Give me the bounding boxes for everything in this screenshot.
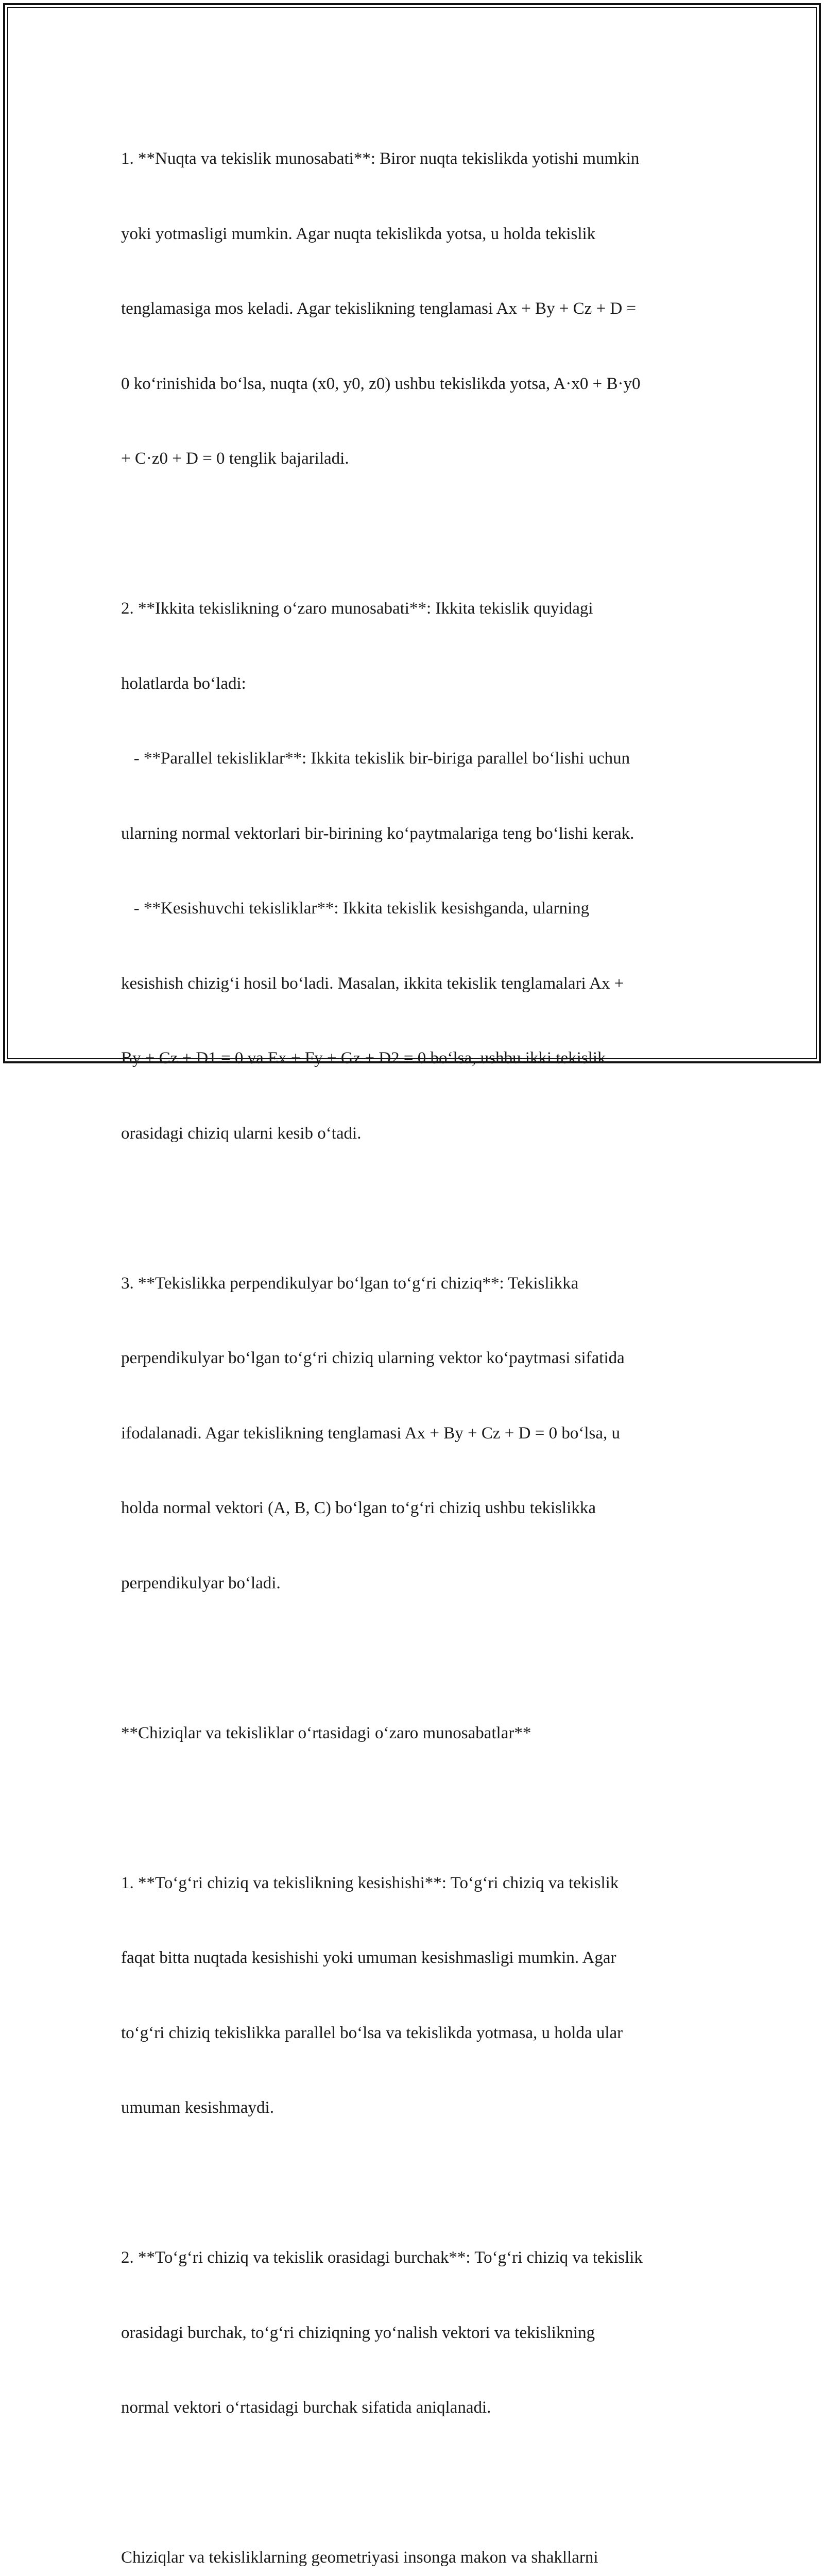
text-line: 0 ko‘rinishida bo‘lsa, nuqta (x0, y0, z0) ushbu tekislikda yotsa, A·x0 + B·y0 [121,374,641,393]
text-line: 2. **Ikkita tekislikning o‘zaro munosabati**: Ikkita tekislik quyidagi [121,599,593,618]
section-heading [121,1671,713,1796]
paragraph-point-plane [121,96,713,521]
text-line: Chiziqlar va tekisliklarning geometriyasi insonga makon va shakllarni [121,2548,598,2567]
text-line: ularning normal vektorlari bir-birining ko‘paytmalariga teng bo‘lishi kerak. [121,824,634,843]
text-line: normal vektori o‘rtasidagi burchak sifatida aniqlanadi. [121,2398,491,2417]
text-line: holatlarda bo‘ladi: [121,674,246,693]
text-line: holda normal vektori (A, B, C) bo‘lgan to‘g‘ri chiziq ushbu tekislikka [121,1499,596,1517]
text-line: faqat bitta nuqtada kesishishi yoki umuman kesishmasligi mumkin. Agar [121,1948,616,1967]
text-line: tenglamasiga mos keladi. Agar tekislikning tenglamasi Ax + By + Cz + D = [121,299,637,318]
text-line: + C·z0 + D = 0 tenglik bajariladi. [121,449,349,468]
text-line: 2. **To‘g‘ri chiziq va tekislik orasidagi burchak**: To‘g‘ri chiziq va tekislik [121,2248,643,2267]
text-line: yoki yotmasligi mumkin. Agar nuqta tekislikda yotsa, u holda tekislik [121,224,596,243]
text-line: By + Cz + D1 = 0 va Ex + Fy + Gz + D2 = 0 bo‘lsa, ushbu ikki tekislik [121,1049,606,1067]
text-line: umuman kesishmaydi. [121,2098,274,2117]
paragraph-conclusion [121,2495,713,2576]
text-line: 1. **Nuqta va tekislik munosabati**: Biror nuqta tekislikda yotishi mumkin [121,149,640,168]
text-line: perpendikulyar bo‘lgan to‘g‘ri chiziq ularning vektor ko‘paytmasi sifatida [121,1349,625,1367]
text-line: 3. **Tekislikka perpendikulyar bo‘lgan to‘g‘ri chiziq**: Tekislikka [121,1274,579,1293]
paragraph-line-plane-angle [121,2195,713,2470]
text-line: orasidagi burchak, to‘g‘ri chiziqning yo‘nalish vektori va tekislikning [121,2323,595,2342]
text-line: 1. **To‘g‘ri chiziq va tekislikning kesishishi**: To‘g‘ri chiziq va tekislik [121,1873,619,1892]
text-line: orasidagi chiziq ularni kesib o‘tadi. [121,1124,362,1143]
text-line: ifodalanadi. Agar tekislikning tenglamasi Ax + By + Cz + D = 0 bo‘lsa, u [121,1423,620,1443]
text-line: - **Parallel tekisliklar**: Ikkita tekislik bir-biriga parallel bo‘lishi uchun [121,749,630,768]
heading-line: **Chiziqlar va tekisliklar o‘rtasidagi o‘zaro munosabatlar** [121,1723,531,1742]
paragraph-line-plane-intersection [121,1821,713,2171]
text-line: - **Kesishuvchi tekisliklar**: Ikkita tekislik kesishganda, ularning [121,899,590,918]
paragraph-two-planes [121,546,713,1196]
text-line: kesishish chizig‘i hosil bo‘ladi. Masalan, ikkita tekislik tenglamalari Ax + [121,974,624,993]
paragraph-perpendicular-line [121,1221,713,1646]
document-body [121,96,713,2576]
text-line: to‘g‘ri chiziq tekislikka parallel bo‘lsa va tekislikda yotmasa, u holda ular [121,2023,623,2042]
text-line: perpendikulyar bo‘ladi. [121,1573,281,1592]
